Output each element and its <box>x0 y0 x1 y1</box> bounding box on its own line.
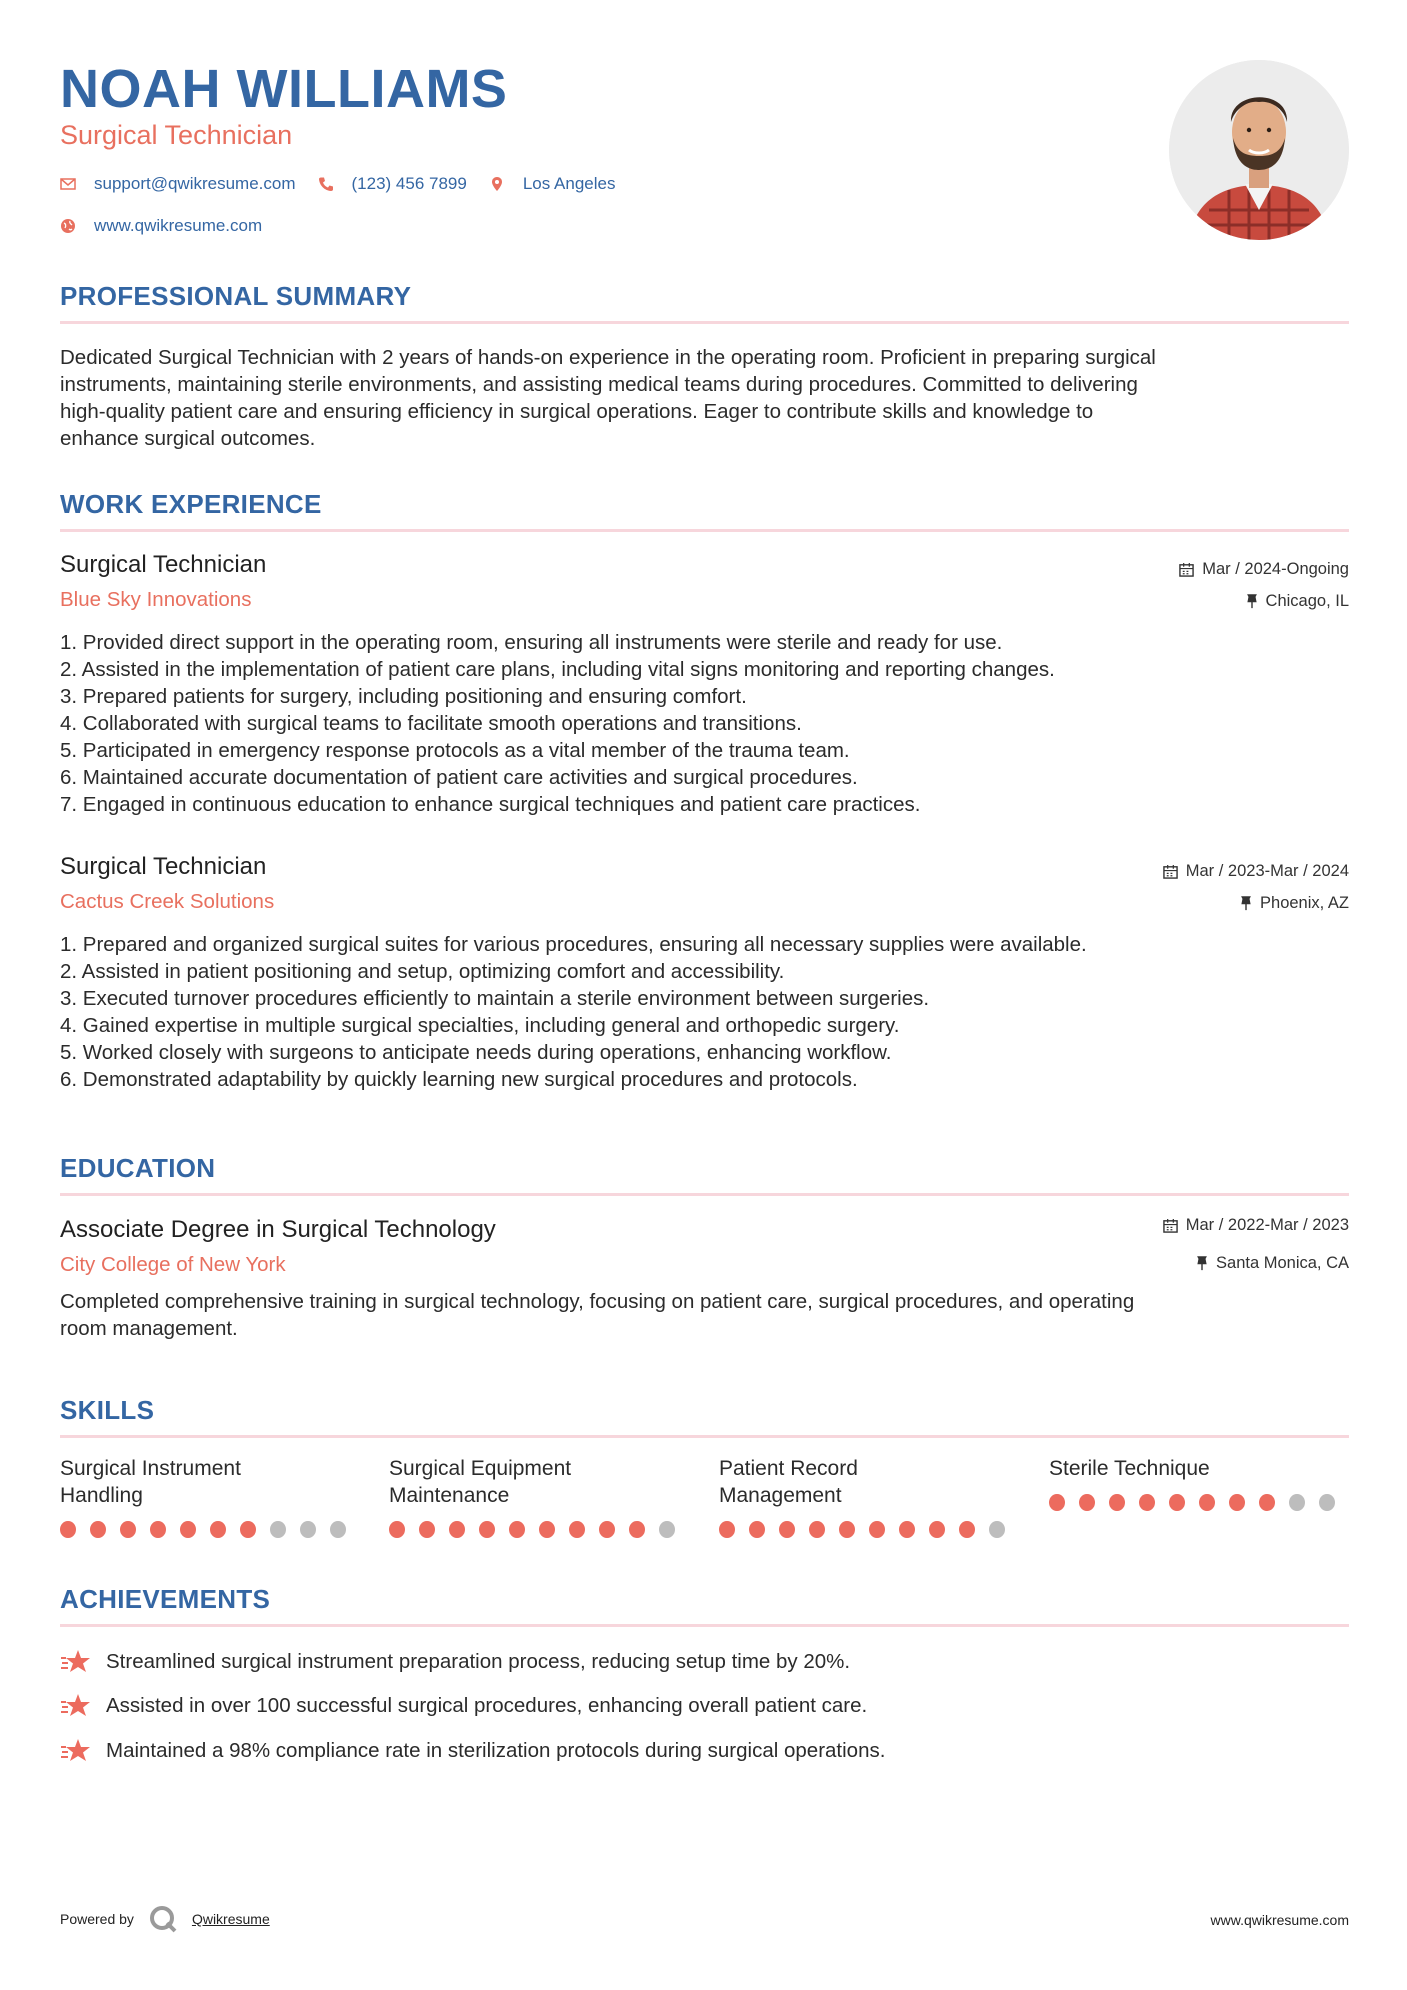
avatar-illustration <box>1169 60 1349 240</box>
rating-dot-filled <box>899 1521 915 1538</box>
rating-dot-filled <box>449 1521 465 1538</box>
list-item: 6. Demonstrated adaptability by quickly learning new surgical procedures and protocols. <box>60 1068 858 1091</box>
skill-item <box>719 1455 1019 1538</box>
rating-dot-filled <box>150 1521 166 1538</box>
rating-dot-filled <box>479 1521 495 1538</box>
contact-row-2 <box>60 216 284 236</box>
rating-dot-empty <box>659 1521 675 1538</box>
skill-rating <box>719 1521 1019 1538</box>
section-title-achievements: ACHIEVEMENTS <box>60 1584 271 1614</box>
rating-dot-filled <box>1259 1494 1275 1511</box>
rating-dot-filled <box>419 1521 435 1538</box>
list-item: 1. Prepared and organized surgical suites for various procedures, ensuring all necessary supplies were available. <box>60 933 1087 956</box>
skill-label-line: Surgical Instrument <box>60 1457 241 1480</box>
skill-item <box>389 1455 689 1538</box>
skill-item <box>60 1455 360 1538</box>
rating-dot-empty <box>270 1521 286 1538</box>
education-dates-text: Mar / 2022-Mar / 2023 <box>1185 1216 1349 1234</box>
rating-dot-filled <box>90 1521 106 1538</box>
rating-dot-filled <box>389 1521 405 1538</box>
contact-phone[interactable] <box>318 174 467 194</box>
education-location-text: Santa Monica, CA <box>1216 1254 1349 1272</box>
rating-dot-filled <box>509 1521 525 1538</box>
job-title: Surgical Technician <box>60 853 267 880</box>
summary-line: Dedicated Surgical Technician with 2 years of hands-on experience in the operating room. Proficient in preparing surgical <box>60 346 1156 369</box>
summary-text <box>60 344 1349 452</box>
rating-dot-filled <box>1139 1494 1155 1511</box>
contact-website[interactable] <box>60 216 262 236</box>
education-line: Completed comprehensive training in surgical technology, focusing on patient care, surgical procedures, and operating <box>60 1290 1135 1313</box>
qwikresume-logo-icon <box>148 1904 178 1934</box>
rating-dot-filled <box>1109 1494 1125 1511</box>
list-item: 4. Gained expertise in multiple surgical specialties, including general and orthopedic surgery. <box>60 1014 900 1037</box>
star-icon <box>60 1692 92 1720</box>
skill-label <box>60 1455 360 1509</box>
rating-dot-filled <box>210 1521 226 1538</box>
achievement-text: Maintained a 98% compliance rate in sterilization protocols during surgical operations. <box>106 1739 886 1762</box>
contact-row-1 <box>60 174 637 194</box>
rating-dot-filled <box>749 1521 765 1538</box>
skill-label-line: Management <box>719 1484 842 1507</box>
rating-dot-filled <box>779 1521 795 1538</box>
degree-title: Associate Degree in Surgical Technology <box>60 1216 496 1243</box>
rating-dot-filled <box>569 1521 585 1538</box>
email-text[interactable]: support@qwikresume.com <box>94 174 296 193</box>
job-dates <box>1163 862 1349 881</box>
section-divider <box>60 1193 1349 1196</box>
rating-dot-filled <box>1169 1494 1185 1511</box>
education-dates <box>1163 1216 1349 1235</box>
section-title-summary: PROFESSIONAL SUMMARY <box>60 281 412 311</box>
phone-text[interactable]: (123) 456 7899 <box>351 174 467 193</box>
rating-dot-empty <box>300 1521 316 1538</box>
list-item: 3. Executed turnover procedures efficiently to maintain a sterile environment between surgeries. <box>60 987 930 1010</box>
envelope-icon <box>60 176 76 192</box>
skill-label <box>1049 1455 1349 1482</box>
skill-label-line: Surgical Equipment <box>389 1457 572 1480</box>
calendar-icon <box>1163 864 1178 879</box>
star-icon <box>60 1648 92 1676</box>
section-divider <box>60 529 1349 532</box>
skill-label <box>719 1455 1019 1509</box>
powered-by <box>60 1904 270 1934</box>
pushpin-icon <box>1240 896 1252 911</box>
list-item: 7. Engaged in continuous education to enhance surgical techniques and patient care practices. <box>60 793 921 816</box>
school-name: City College of New York <box>60 1253 286 1276</box>
section-title-education: EDUCATION <box>60 1153 216 1183</box>
job-bullets <box>60 629 1349 818</box>
job-bullets <box>60 931 1349 1093</box>
job-location <box>1246 592 1349 611</box>
rating-dot-filled <box>809 1521 825 1538</box>
footer-website[interactable]: www.qwikresume.com <box>1210 1912 1349 1928</box>
section-divider <box>60 1624 1349 1627</box>
skill-label-line: Handling <box>60 1484 143 1507</box>
rating-dot-filled <box>719 1521 735 1538</box>
brand-link[interactable]: Qwikresume <box>191 1911 270 1927</box>
globe-icon <box>60 218 76 234</box>
education-description <box>60 1288 1349 1342</box>
job-dates <box>1179 560 1349 579</box>
resume-page <box>60 0 1349 1990</box>
rating-dot-filled <box>869 1521 885 1538</box>
skill-label-line: Maintenance <box>389 1484 510 1507</box>
phone-icon <box>318 176 334 192</box>
contact-location <box>489 174 616 194</box>
achievement-item <box>60 1648 850 1676</box>
list-item: 5. Participated in emergency response protocols as a vital member of the trauma team. <box>60 739 850 762</box>
job-dates-text: Mar / 2023-Mar / 2024 <box>1185 862 1349 880</box>
list-item: 2. Assisted in patient positioning and setup, optimizing comfort and accessibility. <box>60 960 785 983</box>
rating-dot-filled <box>180 1521 196 1538</box>
list-item: 6. Maintained accurate documentation of patient care activities and surgical procedures. <box>60 766 858 789</box>
pushpin-icon <box>1246 594 1258 609</box>
achievement-text: Streamlined surgical instrument preparation process, reducing setup time by 20%. <box>106 1650 851 1673</box>
rating-dot-empty <box>989 1521 1005 1538</box>
list-item: 5. Worked closely with surgeons to anticipate needs during operations, enhancing workflow. <box>60 1041 892 1064</box>
rating-dot-filled <box>1049 1494 1065 1511</box>
profile-photo <box>1169 60 1349 240</box>
rating-dot-filled <box>929 1521 945 1538</box>
list-item: 2. Assisted in the implementation of patient care plans, including vital signs monitoring and reporting changes. <box>60 658 1055 681</box>
location-text: Los Angeles <box>522 174 616 193</box>
rating-dot-filled <box>60 1521 76 1538</box>
skill-item <box>1049 1455 1349 1511</box>
job-title: Surgical Technician <box>60 551 267 578</box>
section-divider <box>60 321 1349 324</box>
achievement-item <box>60 1737 885 1765</box>
candidate-role: Surgical Technician <box>60 120 293 150</box>
skill-label-line: Sterile Technique <box>1049 1457 1210 1480</box>
section-divider <box>60 1435 1349 1438</box>
skill-rating <box>60 1521 360 1538</box>
summary-line: instruments, maintaining sterile environments, and assisting medical teams during procedures. Committed to delivering <box>60 373 1138 396</box>
rating-dot-filled <box>839 1521 855 1538</box>
skill-label <box>389 1455 689 1509</box>
rating-dot-filled <box>1199 1494 1215 1511</box>
rating-dot-filled <box>539 1521 555 1538</box>
job-company: Blue Sky Innovations <box>60 588 252 611</box>
section-title-experience: WORK EXPERIENCE <box>60 489 322 519</box>
job-location-text: Phoenix, AZ <box>1260 894 1349 912</box>
rating-dot-empty <box>330 1521 346 1538</box>
star-icon <box>60 1737 92 1765</box>
candidate-name: NOAH WILLIAMS <box>60 59 508 119</box>
website-text[interactable]: www.qwikresume.com <box>94 216 263 235</box>
rating-dot-empty <box>1289 1494 1305 1511</box>
job-location-text: Chicago, IL <box>1265 592 1349 610</box>
calendar-icon <box>1179 562 1194 577</box>
map-pin-icon <box>489 176 505 192</box>
list-item: 3. Prepared patients for surgery, including positioning and ensuring comfort. <box>60 685 747 708</box>
rating-dot-filled <box>240 1521 256 1538</box>
calendar-icon <box>1163 1218 1178 1233</box>
powered-by-text: Powered by <box>60 1911 134 1927</box>
job-company: Cactus Creek Solutions <box>60 890 275 913</box>
job-dates-text: Mar / 2024-Ongoing <box>1202 560 1349 578</box>
list-item: 4. Collaborated with surgical teams to facilitate smooth operations and transitions. <box>60 712 802 735</box>
section-title-skills: SKILLS <box>60 1395 155 1425</box>
rating-dot-filled <box>629 1521 645 1538</box>
rating-dot-filled <box>959 1521 975 1538</box>
rating-dot-filled <box>120 1521 136 1538</box>
contact-email[interactable] <box>60 174 296 194</box>
pushpin-icon <box>1196 1256 1208 1271</box>
job-location <box>1240 894 1349 913</box>
skill-rating <box>1049 1494 1349 1511</box>
summary-line: enhance surgical outcomes. <box>60 427 316 450</box>
achievement-item <box>60 1692 867 1720</box>
education-location <box>1196 1254 1349 1273</box>
rating-dot-filled <box>1229 1494 1245 1511</box>
rating-dot-empty <box>1319 1494 1335 1511</box>
skill-label-line: Patient Record <box>719 1457 858 1480</box>
summary-line: high-quality patient care and ensuring efficiency in surgical operations. Eager to contribute skills and knowledge to <box>60 400 1094 423</box>
skill-rating <box>389 1521 689 1538</box>
achievement-text: Assisted in over 100 successful surgical procedures, enhancing overall patient care. <box>106 1694 868 1717</box>
list-item: 1. Provided direct support in the operating room, ensuring all instruments were sterile and ready for use. <box>60 631 1003 654</box>
rating-dot-filled <box>599 1521 615 1538</box>
rating-dot-filled <box>1079 1494 1095 1511</box>
education-line: room management. <box>60 1317 238 1340</box>
